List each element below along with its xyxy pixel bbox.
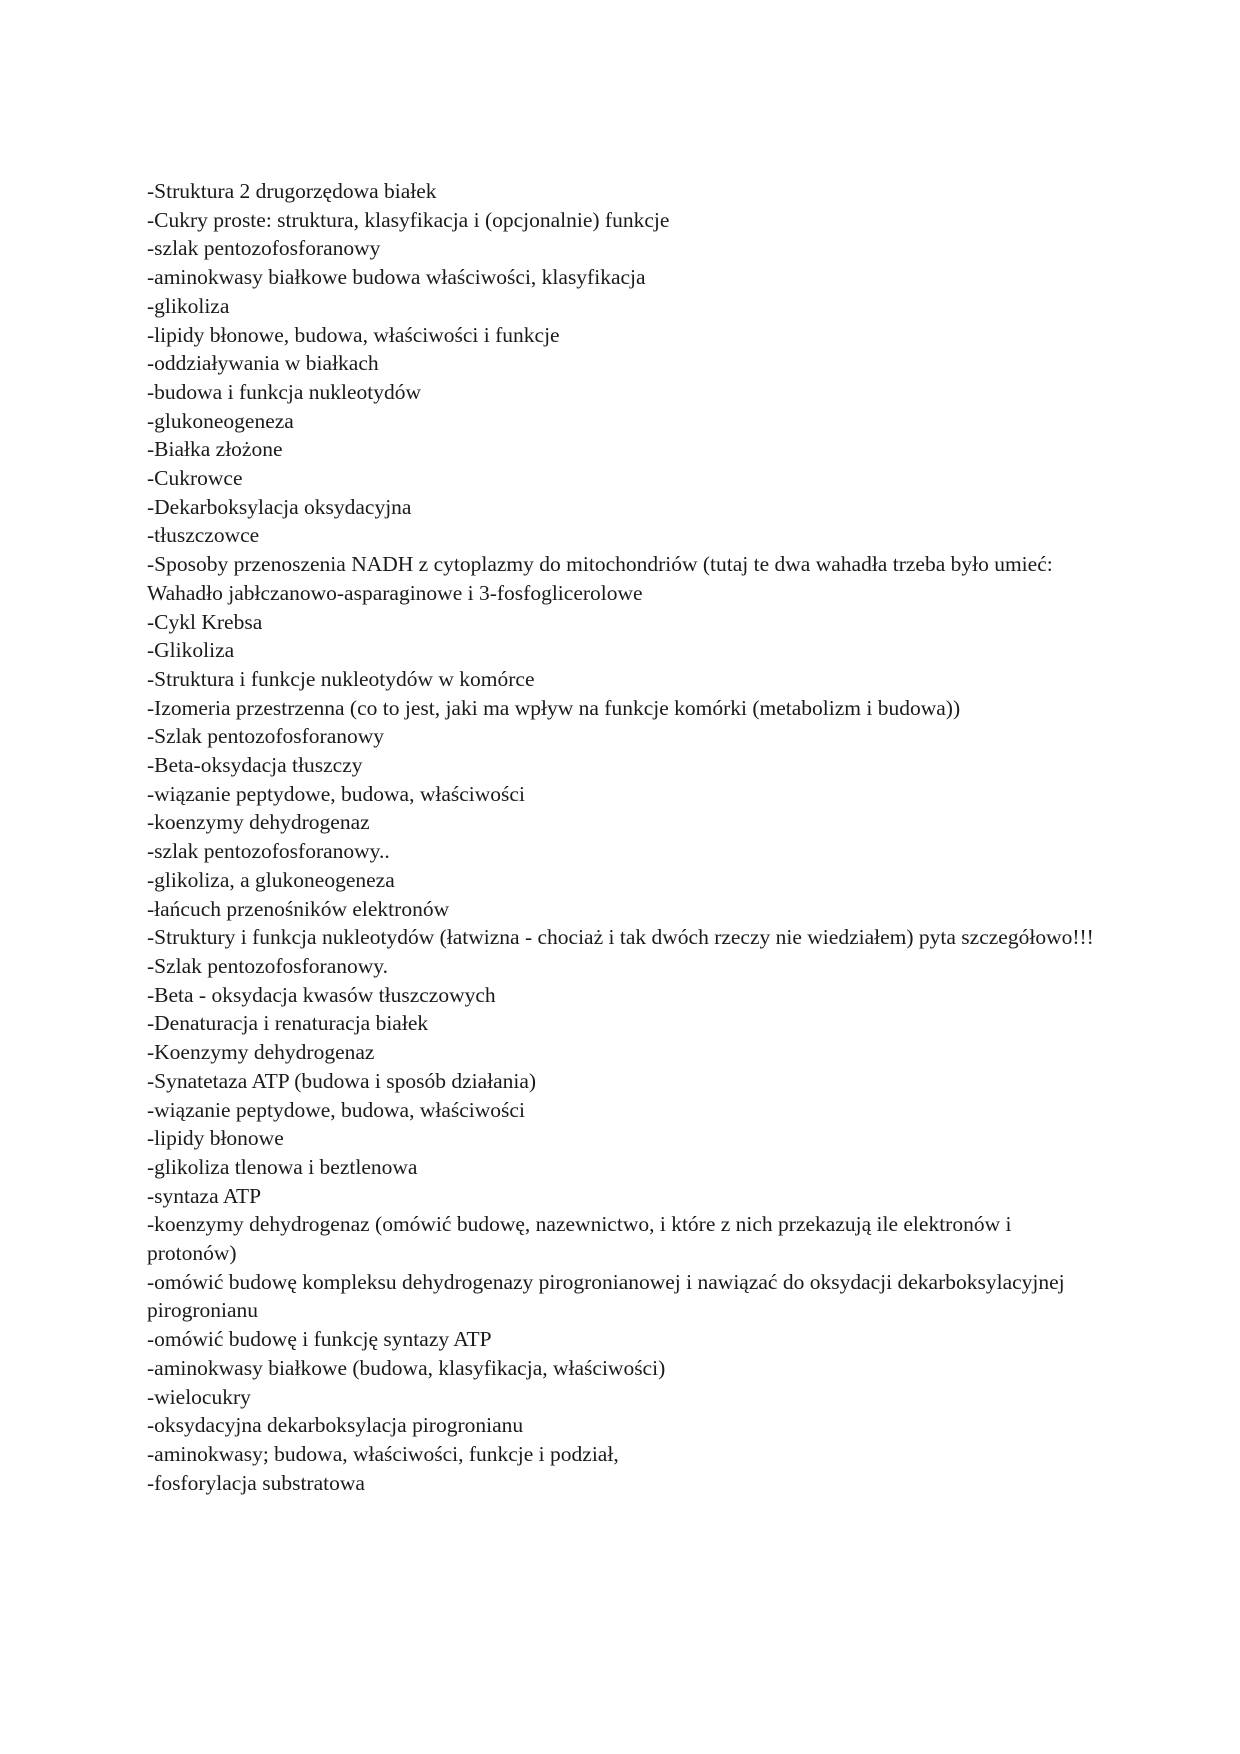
list-item: -oddziaływania w białkach: [147, 351, 379, 376]
list-item: -Cykl Krebsa: [147, 609, 263, 634]
list-item: -Synatetaza ATP (budowa i sposób działania): [147, 1068, 537, 1093]
list-item: -glukoneogeneza: [147, 408, 294, 433]
list-item: -Beta-oksydacja tłuszczy: [147, 753, 363, 778]
list-item: -oksydacyjna dekarboksylacja pirogronianu: [147, 1413, 524, 1438]
list-item: -Szlak pentozofosforanowy.: [147, 953, 389, 978]
list-item: -budowa i funkcja nukleotydów: [147, 379, 422, 404]
list-item: -omówić budowę kompleksu dehydrogenazy pirogronianowej i nawiązać do oksydacji dekarboksylacyjnej pirogronianu: [147, 1269, 1065, 1323]
list-item: -tłuszczowce: [147, 523, 260, 548]
list-item: -Beta - oksydacja kwasów tłuszczowych: [147, 982, 496, 1007]
list-item: -lipidy błonowe, budowa, właściwości i funkcje: [147, 322, 560, 347]
list-item: -wielocukry: [147, 1384, 251, 1409]
list-item: -wiązanie peptydowe, budowa, właściwości: [147, 781, 525, 806]
list-item: -glikoliza tlenowa i beztlenowa: [147, 1154, 418, 1179]
list-item: -koenzymy dehydrogenaz (omówić budowę, nazewnictwo, i które z nich przekazują ile elektronów i protonów): [147, 1212, 1012, 1266]
list-item: -aminokwasy; budowa, właściwości, funkcje i podział,: [147, 1441, 619, 1466]
list-item: -omówić budowę i funkcję syntazy ATP: [147, 1327, 492, 1352]
list-item: -szlak pentozofosforanowy..: [147, 839, 390, 864]
list-item: -Szlak pentozofosforanowy: [147, 724, 385, 749]
list-item: -glikoliza, a glukoneogeneza: [147, 867, 395, 892]
list-item: -Izomeria przestrzenna (co to jest, jaki ma wpływ na funkcje komórki (metabolizm i budowa)): [147, 695, 961, 720]
list-item: -aminokwasy białkowe (budowa, klasyfikacja, właściwości): [147, 1355, 666, 1380]
list-item: -Koenzymy dehydrogenaz: [147, 1040, 375, 1065]
list-item: -glikoliza: [147, 293, 230, 318]
list-item: -lipidy błonowe: [147, 1126, 284, 1151]
list-item: -Cukry proste: struktura, klasyfikacja i (opcjonalnie) funkcje: [147, 207, 670, 232]
document-body: [147, 177, 1097, 1497]
list-item: -Sposoby przenoszenia NADH z cytoplazmy do mitochondriów (tutaj te dwa wahadła trzeba było umieć: Wahadło jabłczanowo-asparaginowe i 3-fosfoglicerolowe: [147, 552, 1053, 605]
list-item: -Dekarboksylacja oksydacyjna: [147, 494, 412, 519]
list-item: -wiązanie peptydowe, budowa, właściwości: [147, 1097, 525, 1122]
list-item: -fosforylacja substratowa: [147, 1470, 365, 1495]
list-item: -syntaza ATP: [147, 1183, 262, 1208]
list-item: -Denaturacja i renaturacja białek: [147, 1011, 429, 1036]
list-item: -aminokwasy białkowe budowa właściwości, klasyfikacja: [147, 265, 646, 290]
list-item: -Struktura 2 drugorzędowa białek: [147, 179, 437, 203]
list-item: -Cukrowce: [147, 466, 243, 491]
list-item: -łańcuch przenośników elektronów: [147, 896, 450, 921]
list-item: -Struktury i funkcja nukleotydów (łatwizna - chociaż i tak dwóch rzeczy nie wiedziałem) pyta szczegółowo!!!: [147, 925, 1094, 950]
list-item: -Białka złożone: [147, 437, 283, 462]
list-item: -Struktura i funkcje nukleotydów w komórce: [147, 666, 535, 691]
list-item: -szlak pentozofosforanowy: [147, 236, 381, 261]
list-item: -koenzymy dehydrogenaz: [147, 810, 370, 835]
list-item: -Glikoliza: [147, 638, 235, 663]
